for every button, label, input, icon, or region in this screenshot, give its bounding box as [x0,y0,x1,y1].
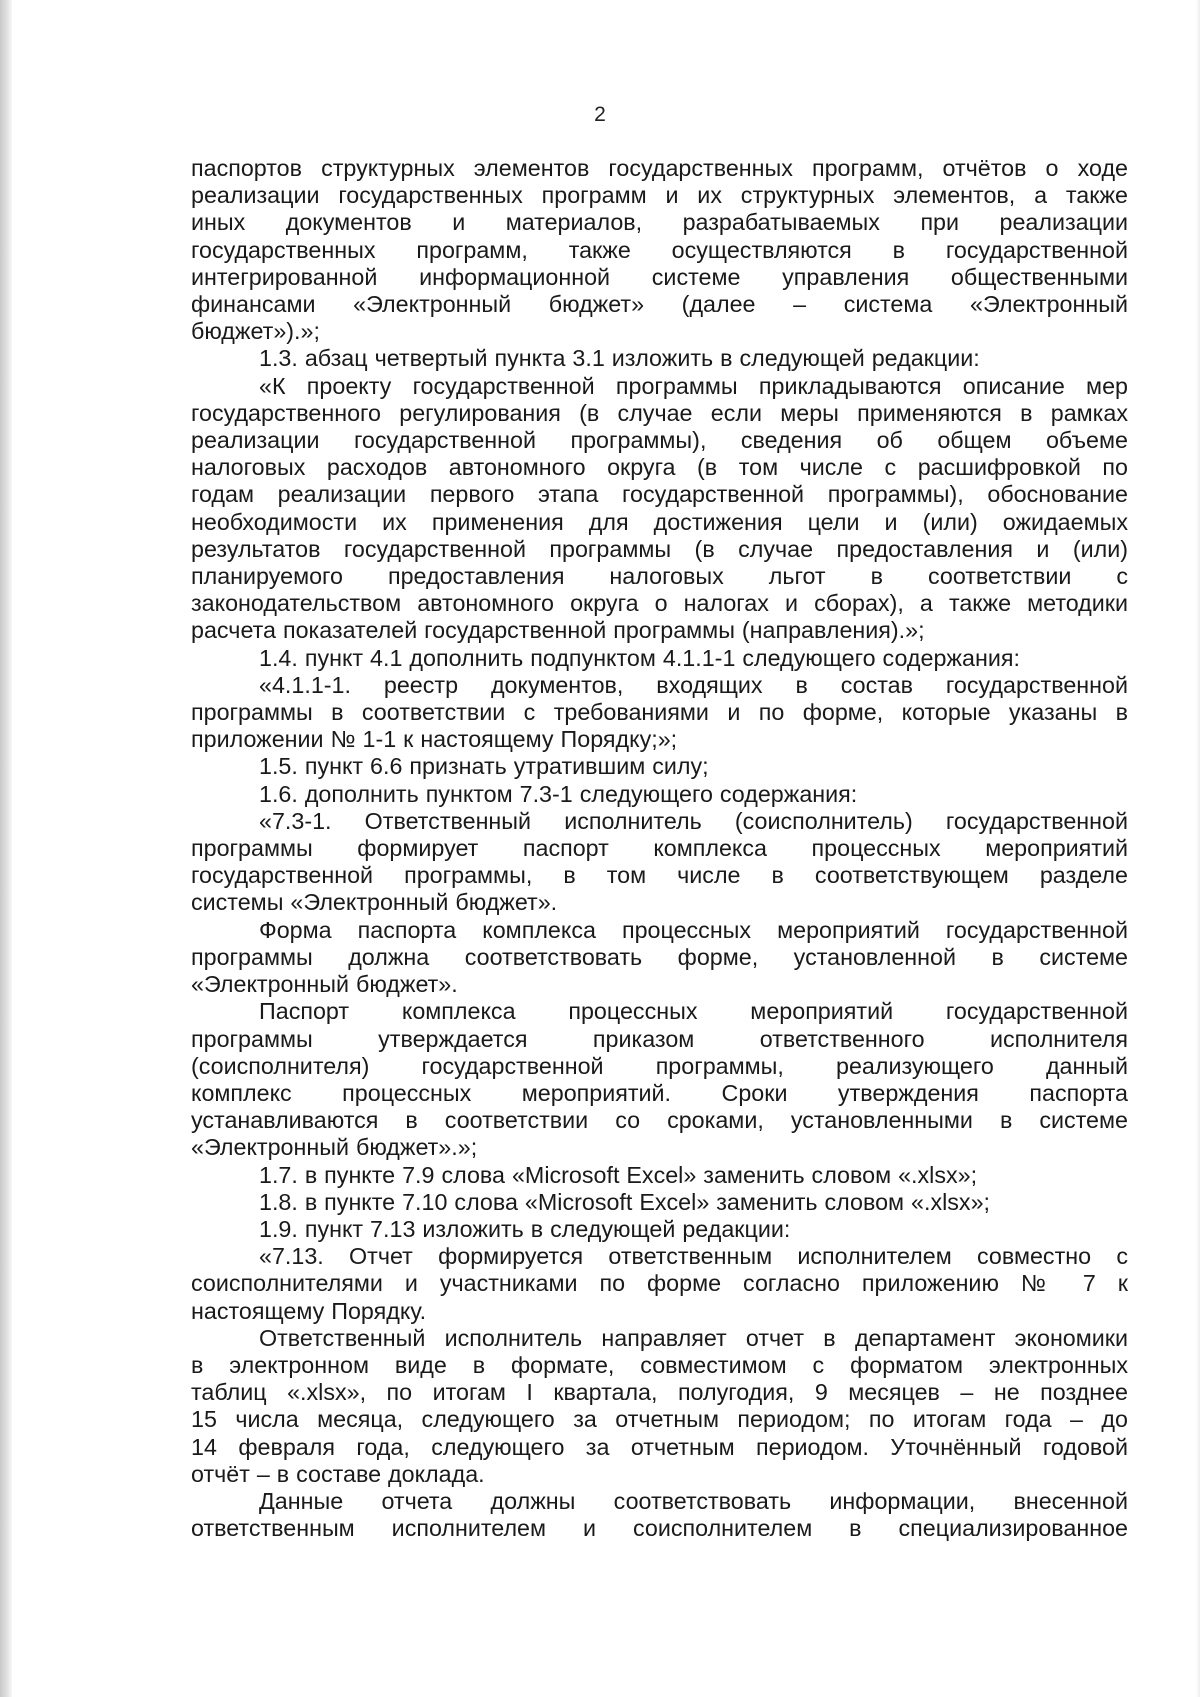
text-line: настоящему Порядку. [191,1297,427,1324]
text-line: 1.5. пункт 6.6 признать утратившим силу; [259,753,709,780]
text-line: законодательством автономного округа о налогах и сборах), а также методики [191,590,1128,617]
text-line: Ответственный исполнитель направляет отчет в департамент экономики [259,1324,1128,1351]
text-line: налоговых расходов автономного округа (в том числе с расшифровкой по [191,454,1128,481]
text-line: комплекс процессных мероприятий. Сроки утверждения паспорта [191,1079,1128,1106]
text-line: Данные отчета должны соответствовать информации, внесенной [259,1487,1128,1514]
scan-edge-left [0,0,12,1697]
text-line: в электронном виде в формате, совместимом с форматом электронных [191,1351,1128,1378]
text-line: государственной программы, в том числе в соответствующем разделе [191,862,1128,889]
text-line: системы «Электронный бюджет». [191,889,558,916]
text-line: 1.9. пункт 7.13 изложить в следующей редакции: [259,1215,791,1242]
scan-edge-right [1196,0,1200,1697]
page-number: 2 [594,103,606,126]
text-line: 1.7. в пункте 7.9 слова «Microsoft Excel» заменить словом «.xlsx»; [259,1161,978,1188]
text-line: планируемого предоставления налоговых льгот в соответствии с [191,563,1128,590]
text-line: 15 числа месяца, следующего за отчетным периодом; по итогам года – до [191,1406,1128,1433]
text-line: 14 февраля года, следующего за отчетным периодом. Уточнённый годовой [191,1433,1128,1460]
text-line: программы формирует паспорт комплекса процессных мероприятий [191,835,1128,862]
text-line: годам реализации первого этапа государственной программы), обоснование [191,481,1128,508]
text-line: финансами «Электронный бюджет» (далее – система «Электронный [191,291,1128,318]
text-line: паспортов структурных элементов государственных программ, отчётов о ходе [191,155,1128,181]
text-line: 1.3. абзац четвертый пункта 3.1 изложить в следующей редакции: [259,345,980,372]
text-line: иных документов и материалов, разрабатываемых при реализации [191,209,1128,236]
text-line: «7.3-1. Ответственный исполнитель (соисполнитель) государственной [259,807,1128,834]
text-line: таблиц «.xlsx», по итогам I квартала, полугодия, 9 месяцев – не позднее [191,1379,1128,1406]
text-line: необходимости их применения для достижения цели и (или) ожидаемых [191,508,1128,535]
text-line: программы должна соответствовать форме, установленной в системе [191,943,1128,970]
text-line: приложении № 1-1 к настоящему Порядку;»; [191,726,678,753]
text-line: «Электронный бюджет». [191,971,458,998]
text-line: (соисполнителя) государственной программы, реализующего данный [191,1052,1128,1079]
text-line: реализации государственной программы), сведения об общем объеме [191,427,1128,454]
text-line: 1.8. в пункте 7.10 слова «Microsoft Excel» заменить словом «.xlsx»; [259,1188,991,1215]
text-line: Форма паспорта комплекса процессных мероприятий государственной [259,916,1128,943]
text-line: «7.13. Отчет формируется ответственным исполнителем совместно с [259,1243,1128,1270]
text-line: интегрированной информационной системе управления общественными [191,263,1128,290]
text-line: «4.1.1-1. реестр документов, входящих в состав государственной [259,671,1128,698]
text-line: «К проекту государственной программы прикладываются описание мер [259,372,1128,399]
text-line: «Электронный бюджет».»; [191,1134,478,1161]
text-line: реализации государственных программ и их структурных элементов, а также [191,182,1128,209]
text-line: результатов государственной программы (в случае предоставления и (или) [191,535,1128,562]
text-line: расчета показателей государственной программы (направления).»; [191,617,925,644]
text-line: ответственным исполнителем и соисполнителем в специализированное [191,1515,1128,1542]
text-line: программы утверждается приказом ответственного исполнителя [191,1025,1128,1052]
text-line: государственного регулирования (в случае если меры применяются в рамках [191,399,1128,426]
text-line: бюджет»).»; [191,318,320,345]
document-body [191,155,1128,1542]
text-line: программы в соответствии с требованиями и по форме, которые указаны в [191,699,1128,726]
text-line: соисполнителями и участниками по форме согласно приложению № 7 к [191,1270,1128,1297]
text-line: 1.6. дополнить пунктом 7.3-1 следующего содержания: [259,780,858,807]
text-line: устанавливаются в соответствии со сроками, установленными в системе [191,1107,1128,1134]
text-line: 1.4. пункт 4.1 дополнить подпунктом 4.1.1-1 следующего содержания: [259,644,1020,671]
text-line: Паспорт комплекса процессных мероприятий государственной [259,998,1128,1025]
text-line: отчёт – в составе доклада. [191,1460,485,1487]
text-line: государственных программ, также осуществляются в государственной [191,236,1128,263]
